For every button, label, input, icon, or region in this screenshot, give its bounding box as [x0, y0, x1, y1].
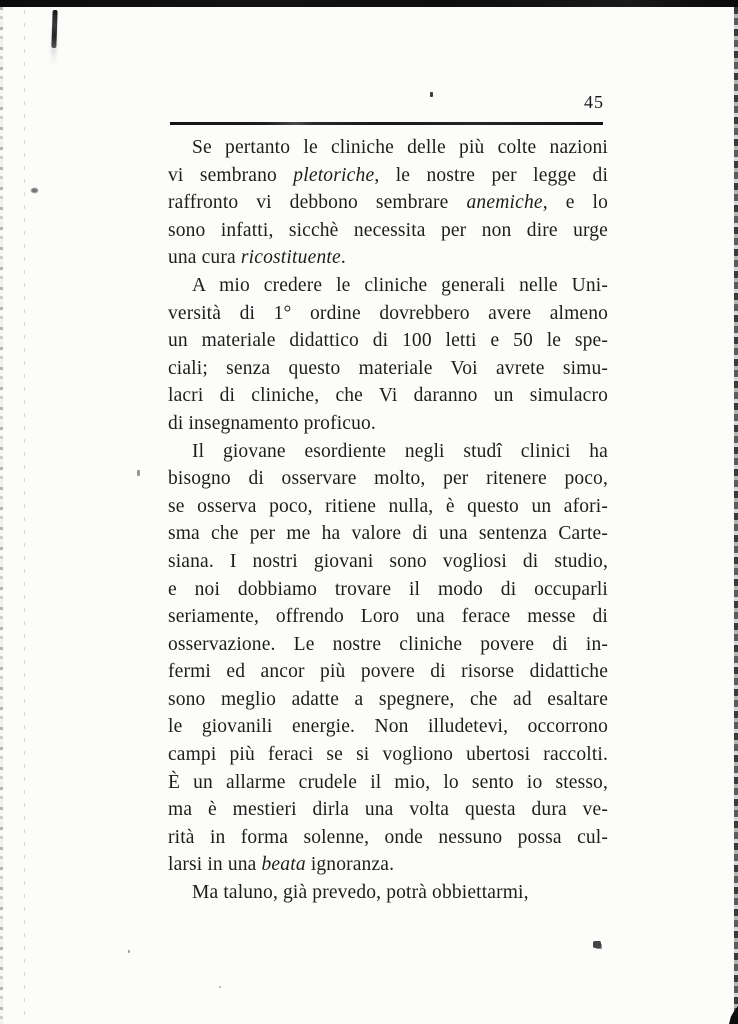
text-line: campi più feraci se si vogliono ubertosi raccolti.: [168, 744, 608, 766]
scan-right-edge: [734, 7, 738, 1024]
text-line: fermi ed ancor più povere di risorse didattiche: [168, 661, 608, 683]
ink-smudge: [51, 10, 57, 48]
text-line: le giovanili energie. Non illudetevi, occorrono: [168, 716, 608, 738]
italic-text: pletoriche: [293, 164, 375, 186]
italic-text: anemiche: [466, 192, 543, 214]
scan-top-edge: [0, 0, 738, 7]
text-line: osservazione. Le nostre cliniche povere di in-: [168, 633, 608, 655]
binding-gutter-line: [24, 10, 25, 1015]
text-line: bisogno di osservare molto, per ritenere poco,: [168, 468, 608, 490]
text-line: Il giovane esordiente negli studî clinici ha: [192, 440, 608, 462]
paragraph: [168, 134, 608, 272]
scan-speck: [430, 92, 433, 97]
page-number: 45: [584, 92, 604, 112]
text-line: seriamente, offrendo Loro una ferace messe di: [168, 606, 608, 628]
paragraph: [168, 438, 608, 880]
text-line: versità di 1° ordine dovrebbero avere almeno: [168, 302, 608, 324]
text-line: lacri di cliniche, che Vi daranno un simulacro: [168, 385, 608, 407]
text-line: sono meglio adatte a spegnere, che ad esaltare: [168, 688, 608, 710]
text-line: siana. I nostri giovani sono vogliosi di studio,: [168, 550, 608, 572]
header-rule: [170, 122, 603, 125]
scan-speck: [219, 986, 221, 988]
text-line: ciali; senza questo materiale Voi avrete simu-: [168, 357, 608, 379]
text-line: Ma taluno, già prevedo, potrà obbiettarmi,: [192, 882, 529, 904]
scan-speck: [593, 941, 601, 948]
text-line: larsi in una beata ignoranza.: [168, 854, 395, 876]
italic-text: ricostituente: [240, 247, 341, 269]
body-text: [168, 134, 608, 907]
text-line: di insegnamento proficuo.: [168, 412, 376, 434]
text-line: A mio credere le cliniche generali nelle Uni-: [192, 274, 608, 296]
scan-speck: [128, 950, 130, 953]
text-line: rità in forma solenne, onde nessuno possa cul-: [168, 826, 608, 848]
text-line: una cura ricostituente.: [168, 247, 346, 269]
text-line: vi sembrano pletoriche, le nostre per legge di: [168, 164, 609, 186]
scan-left-edge: [0, 7, 3, 1024]
text-line: ma è mestieri dirla una volta questa dura ve-: [168, 799, 608, 821]
text-line: sono infatti, sicchè necessita per non dire urge: [168, 219, 608, 241]
scan-speck: [137, 470, 140, 476]
text-line: È un allarme crudele il mio, lo sento io stesso,: [168, 771, 608, 793]
text-line: raffronto vi debbono sembrare anemiche, e lo: [168, 192, 608, 214]
paragraph: [168, 879, 608, 907]
paragraph: [168, 272, 608, 438]
text-line: se osserva poco, ritiene nulla, è questo un afori-: [168, 495, 608, 517]
text-line: e noi dobbiamo trovare il modo di occuparli: [168, 578, 608, 600]
italic-text: beata: [261, 854, 306, 876]
text-line: sma che per me ha valore di una sentenza Carte-: [168, 523, 608, 545]
text-line: Se pertanto le cliniche delle più colte nazioni: [192, 137, 608, 158]
text-line: un materiale didattico di 100 letti e 50 le spe-: [168, 330, 608, 352]
ink-dot: [31, 188, 38, 193]
